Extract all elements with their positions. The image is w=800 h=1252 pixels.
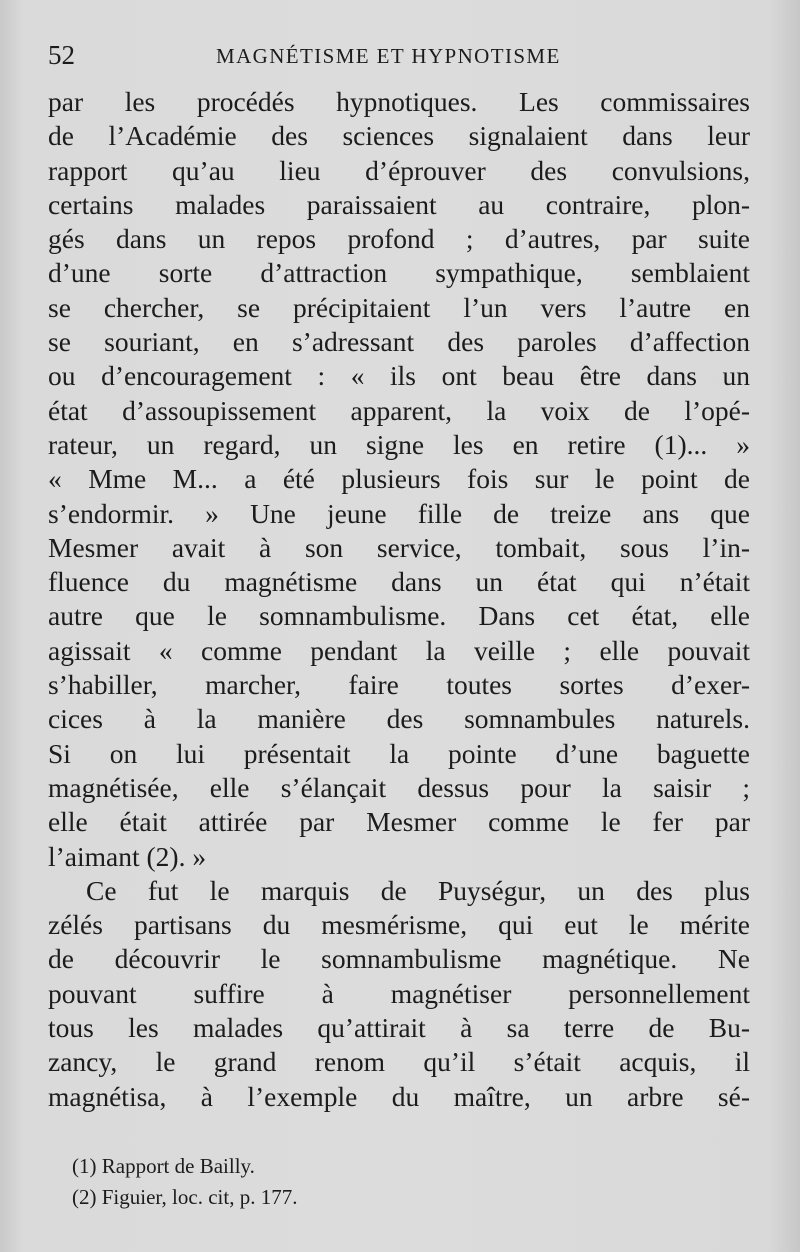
body-text [48,85,750,1114]
text-line: « Mme M... a été plusieurs fois sur le point de [48,463,750,495]
text-line: elle était attirée par Mesmer comme le fer par [48,806,750,838]
text-line: Mesmer avait à son service, tombait, sous l’in- [48,531,750,563]
text-line: cices à la manière des somnambules naturels. [48,703,750,735]
text-line: pouvant suffire à magnétiser personnellement [48,977,750,1009]
text-line: se chercher, se précipitaient l’un vers l’autre en [48,291,750,323]
text-line: état d’assoupissement apparent, la voix de l’opé- [48,394,750,426]
text-line: magnétisa, à l’exemple du maître, un arbre sé- [48,1080,750,1112]
text-line: ou d’encouragement : « ils ont beau être dans un [48,360,750,392]
text-line: certains malades paraissaient au contraire, plon- [48,188,750,220]
text-line: magnétisée, elle s’élançait dessus pour la saisir ; [48,771,750,803]
text-line: zancy, le grand renom qu’il s’était acquis, il [48,1046,750,1078]
text-line: de l’Académie des sciences signalaient dans leur [48,120,750,152]
text-line: Ce fut le marquis de Puységur, un des plus [86,874,750,906]
footnotes [72,1151,672,1213]
text-line: autre que le somnambulisme. Dans cet état, elle [48,600,750,632]
text-line: s’habiller, marcher, faire toutes sortes d’exer- [48,669,750,701]
text-line: s’endormir. » Une jeune fille de treize ans que [48,497,750,529]
text-line: d’une sorte d’attraction sympathique, semblaient [48,257,750,289]
text-line: de découvrir le somnambulisme magnétique. Ne [48,943,750,975]
text-line: agissait « comme pendant la veille ; elle pouvait [48,634,750,666]
text-line: rapport qu’au lieu d’éprouver des convulsions, [48,154,750,186]
text-line: fluence du magnétisme dans un état qui n’était [48,566,750,598]
page-header [48,40,752,70]
running-title: MAGNÉTISME ET HYPNOTISME [216,44,561,68]
page-number: 52 [48,40,75,70]
text-line: zélés partisans du mesmérisme, qui eut le mérite [48,909,750,941]
footnote: (2) Figuier, loc. cit, p. 177. [72,1185,298,1209]
text-line: gés dans un repos profond ; d’autres, par suite [48,223,750,255]
text-line: l’aimant (2). » [48,840,207,872]
text-line: par les procédés hypnotiques. Les commissaires [48,86,750,117]
text-line: Si on lui présentait la pointe d’une baguette [48,737,750,769]
text-line: tous les malades qu’attirait à sa terre de Bu- [48,1012,750,1044]
text-line: rateur, un regard, un signe les en retire (1)... » [48,428,750,460]
footnote: (1) Rapport de Bailly. [72,1154,255,1178]
text-line: se souriant, en s’adressant des paroles d’affection [48,326,750,358]
